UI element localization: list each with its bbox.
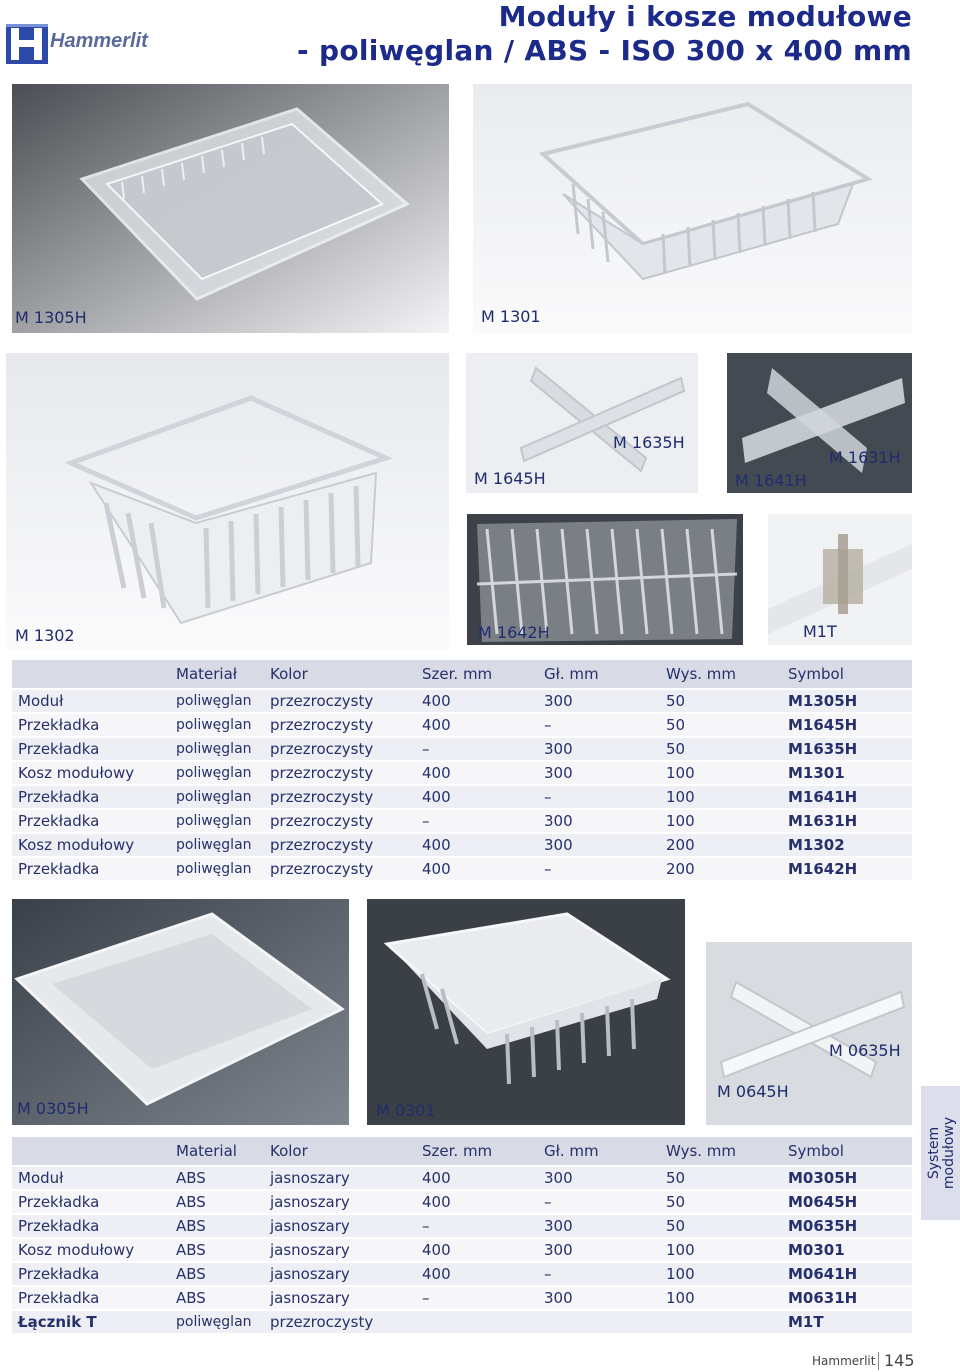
cell-symbol: M0635H: [782, 1215, 912, 1239]
cell-symbol: M0305H: [782, 1167, 912, 1191]
header-height: Wys. mm: [660, 660, 782, 690]
cell-symbol: M1T: [782, 1311, 912, 1335]
cell-color: przezroczysty: [264, 1311, 416, 1335]
logo-text: Hammerlit: [50, 30, 148, 52]
caption-m1t: M1T: [803, 622, 837, 641]
cell-depth: 300: [538, 1239, 660, 1263]
photo-m0305h: [12, 899, 349, 1125]
header-depth: Gł. mm: [538, 1137, 660, 1167]
cell-height: 100: [660, 786, 782, 810]
cell-material: ABS: [170, 1239, 264, 1263]
cell-symbol: M0641H: [782, 1263, 912, 1287]
cell-depth: –: [538, 714, 660, 738]
table-row: [12, 690, 912, 714]
header-material: Material: [170, 1137, 264, 1167]
cell-color: przezroczysty: [264, 738, 416, 762]
cell-symbol: M1645H: [782, 714, 912, 738]
cell-width: [416, 1311, 538, 1335]
page-title-line2: - poliwęglan / ABS - ISO 300 x 400 mm: [297, 34, 912, 67]
cell-material: poliwęglan: [170, 834, 264, 858]
cell-height: 50: [660, 738, 782, 762]
caption-m1302: M 1302: [15, 626, 75, 645]
cell-name: Przekładka: [12, 786, 170, 810]
cell-name: Przekładka: [12, 858, 170, 882]
cell-color: jasnoszary: [264, 1167, 416, 1191]
cell-name: Przekładka: [12, 1215, 170, 1239]
cell-name: Moduł: [12, 690, 170, 714]
cell-material: poliwęglan: [170, 714, 264, 738]
cell-height: [660, 1311, 782, 1335]
cell-color: przezroczysty: [264, 858, 416, 882]
cell-name: Przekładka: [12, 1263, 170, 1287]
table-row: [12, 1287, 912, 1311]
caption-m0635h: M 0635H: [829, 1041, 901, 1060]
cell-symbol: M0645H: [782, 1191, 912, 1215]
caption-m0645h: M 0645H: [717, 1082, 789, 1101]
cell-name: Moduł: [12, 1167, 170, 1191]
cell-depth: 300: [538, 1215, 660, 1239]
caption-m1301: M 1301: [481, 307, 541, 326]
header-name: [12, 1137, 170, 1167]
caption-m1631h: M 1631H: [829, 448, 901, 467]
photo-m1302: [6, 353, 449, 650]
cell-depth: –: [538, 858, 660, 882]
header-symbol: Symbol: [782, 1137, 912, 1167]
cell-width: 400: [416, 1239, 538, 1263]
cell-depth: 300: [538, 690, 660, 714]
logo-h-icon: [6, 22, 48, 66]
cell-height: 50: [660, 1167, 782, 1191]
cell-name: Przekładka: [12, 738, 170, 762]
page-number: 145: [884, 1351, 915, 1370]
cell-width: 400: [416, 690, 538, 714]
cell-symbol: M1641H: [782, 786, 912, 810]
cell-material: ABS: [170, 1263, 264, 1287]
cell-depth: 300: [538, 810, 660, 834]
cell-depth: –: [538, 786, 660, 810]
cell-height: 50: [660, 690, 782, 714]
cell-depth: [538, 1311, 660, 1335]
header-width: Szer. mm: [416, 1137, 538, 1167]
cell-symbol: M1302: [782, 834, 912, 858]
footer-brand: Hammerlit: [812, 1354, 876, 1368]
cell-material: ABS: [170, 1191, 264, 1215]
cell-color: przezroczysty: [264, 810, 416, 834]
cell-name: Przekładka: [12, 714, 170, 738]
cell-width: 400: [416, 834, 538, 858]
header-color: Kolor: [264, 1137, 416, 1167]
cell-name: Przekładka: [12, 1287, 170, 1311]
header-material: Materiał: [170, 660, 264, 690]
cell-material: ABS: [170, 1287, 264, 1311]
header-width: Szer. mm: [416, 660, 538, 690]
cell-width: 400: [416, 786, 538, 810]
cell-depth: –: [538, 1191, 660, 1215]
cell-height: 200: [660, 834, 782, 858]
caption-m0305h: M 0305H: [17, 1099, 89, 1118]
table-row: [12, 858, 912, 882]
cell-name: Kosz modułowy: [12, 762, 170, 786]
cell-symbol: M1631H: [782, 810, 912, 834]
side-tab-line1: System: [926, 1126, 942, 1180]
cell-height: 50: [660, 1215, 782, 1239]
table-row: [12, 762, 912, 786]
caption-m1645h: M 1645H: [474, 469, 546, 488]
cell-width: 400: [416, 858, 538, 882]
cell-material: poliwęglan: [170, 810, 264, 834]
header-depth: Gł. mm: [538, 660, 660, 690]
cell-name: Łącznik T: [12, 1311, 170, 1335]
header-height: Wys. mm: [660, 1137, 782, 1167]
caption-m1305h: M 1305H: [15, 308, 87, 327]
header-name: [12, 660, 170, 690]
side-tab-system: [921, 1086, 960, 1220]
cell-symbol: M1301: [782, 762, 912, 786]
caption-m1642h: M 1642H: [478, 623, 550, 642]
cell-color: jasnoszary: [264, 1239, 416, 1263]
cell-material: poliwęglan: [170, 690, 264, 714]
table-row: [12, 738, 912, 762]
cell-color: przezroczysty: [264, 690, 416, 714]
cell-depth: 300: [538, 1167, 660, 1191]
table-polycarbonate: [12, 660, 912, 882]
table-row: [12, 1215, 912, 1239]
cell-color: jasnoszary: [264, 1287, 416, 1311]
photo-m1305h: [12, 84, 449, 333]
cell-height: 100: [660, 762, 782, 786]
cell-width: 400: [416, 714, 538, 738]
cell-material: poliwęglan: [170, 762, 264, 786]
cell-symbol: M0631H: [782, 1287, 912, 1311]
cell-material: ABS: [170, 1167, 264, 1191]
cell-color: przezroczysty: [264, 762, 416, 786]
cell-height: 50: [660, 1191, 782, 1215]
side-tab-label: [927, 1088, 957, 1218]
cell-depth: 300: [538, 1287, 660, 1311]
cell-width: –: [416, 810, 538, 834]
photo-m1301: [473, 84, 912, 333]
cell-width: –: [416, 1215, 538, 1239]
cell-height: 50: [660, 714, 782, 738]
cell-height: 100: [660, 1239, 782, 1263]
cell-material: poliwęglan: [170, 858, 264, 882]
cell-symbol: M1305H: [782, 690, 912, 714]
cell-material: poliwęglan: [170, 738, 264, 762]
header-color: Kolor: [264, 660, 416, 690]
table-row: [12, 1311, 912, 1335]
cell-name: Przekładka: [12, 810, 170, 834]
cell-width: –: [416, 738, 538, 762]
table-row: [12, 1191, 912, 1215]
cell-width: –: [416, 1287, 538, 1311]
cell-depth: 300: [538, 834, 660, 858]
table-row: [12, 1263, 912, 1287]
cell-material: poliwęglan: [170, 1311, 264, 1335]
cell-height: 100: [660, 1263, 782, 1287]
cell-depth: 300: [538, 738, 660, 762]
cell-color: jasnoszary: [264, 1263, 416, 1287]
page-title-line1: Moduły i kosze modułowe: [498, 0, 912, 33]
caption-m1641h: M 1641H: [735, 471, 807, 490]
cell-color: przezroczysty: [264, 834, 416, 858]
cell-name: Kosz modułowy: [12, 1239, 170, 1263]
cell-material: poliwęglan: [170, 786, 264, 810]
cell-height: 100: [660, 810, 782, 834]
caption-m0301: M 0301: [376, 1101, 436, 1120]
cell-width: 400: [416, 762, 538, 786]
cell-material: ABS: [170, 1215, 264, 1239]
photo-m0301: [367, 899, 685, 1125]
cell-color: przezroczysty: [264, 786, 416, 810]
caption-m1635h: M 1635H: [613, 433, 685, 452]
cell-width: 400: [416, 1167, 538, 1191]
table-header-row: [12, 660, 912, 690]
table-row: [12, 1239, 912, 1263]
cell-color: przezroczysty: [264, 714, 416, 738]
table-row: [12, 834, 912, 858]
cell-depth: 300: [538, 762, 660, 786]
table-row: [12, 810, 912, 834]
table-row: [12, 786, 912, 810]
cell-symbol: M1635H: [782, 738, 912, 762]
cell-width: 400: [416, 1191, 538, 1215]
cell-symbol: M1642H: [782, 858, 912, 882]
cell-name: Kosz modułowy: [12, 834, 170, 858]
cell-name: Przekładka: [12, 1191, 170, 1215]
cell-symbol: M0301: [782, 1239, 912, 1263]
table-row: [12, 714, 912, 738]
cell-depth: –: [538, 1263, 660, 1287]
cell-width: 400: [416, 1263, 538, 1287]
cell-color: jasnoszary: [264, 1191, 416, 1215]
cell-height: 100: [660, 1287, 782, 1311]
cell-color: jasnoszary: [264, 1215, 416, 1239]
photo-m1t: [768, 514, 912, 645]
table-abs: [12, 1137, 912, 1335]
cell-height: 200: [660, 858, 782, 882]
table-row: [12, 1167, 912, 1191]
header-symbol: Symbol: [782, 660, 912, 690]
footer-divider: [878, 1352, 879, 1370]
side-tab-line2: modułowy: [941, 1116, 957, 1190]
table-header-row: [12, 1137, 912, 1167]
